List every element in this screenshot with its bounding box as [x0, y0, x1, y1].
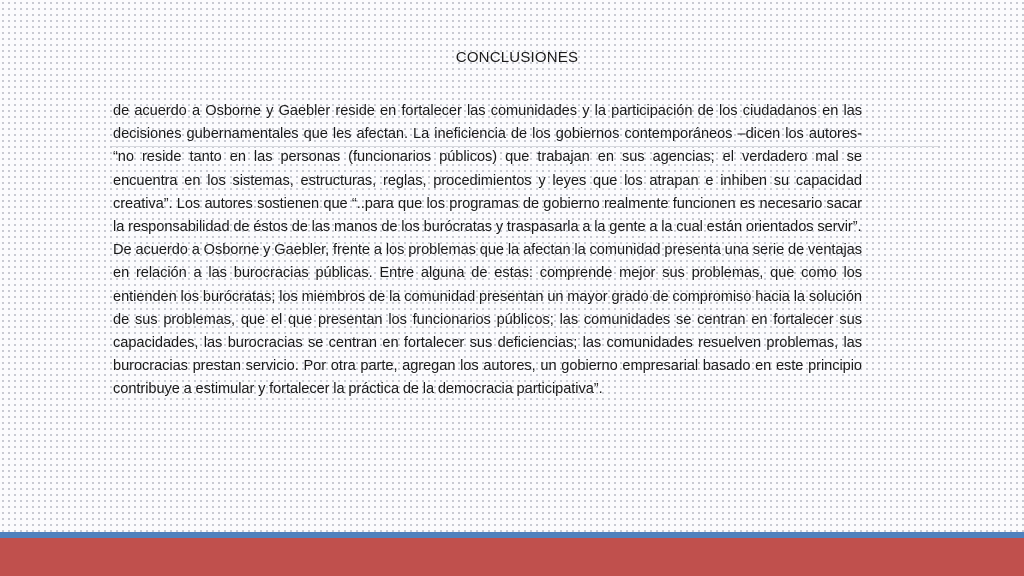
body-text — [113, 100, 862, 402]
footer-red-band — [0, 538, 1024, 576]
paragraph-2: De acuerdo a Osborne y Gaebler, frente a los problemas que la afectan la comunidad presenta una serie de ventajas en relación a las burocracias públicas. Entre alguna de estas: comprende mejor sus problemas, que como los entienden los burócratas; los miembros de la comunidad presentan un mayor grado de compromiso hacia la solución de sus problemas, que el que presentan los funcionarios públicos; las comunidades se centran en fortalecer sus capacidades, las burocracias se centran en fortalecer sus deficiencias; las comunidades resuelven problemas, las burocracias prestan servicio. Por otra parte, agregan los autores, un gobierno empresarial basado en este principio contribuye a estimular y fortalecer la práctica de la democracia participativa”. — [113, 242, 862, 398]
slide-title: CONCLUSIONES — [455, 49, 579, 66]
paragraph-1: de acuerdo a Osborne y Gaebler reside en fortalecer las comunidades y la participación de los ciudadanos en las decisiones gubernamentales que les afectan. La ineficiencia de los gobiernos contemporáneos –dicen los autores- “no reside tanto en las personas (funcionarios públicos) que trabajan en sus agencias; el verdadero mal se encuentra en los sistemas, estructuras, reglas, procedimientos y leyes que los atrapan e inhiben su capacidad creativa”. Los autores sostienen que “..para que los programas de gobierno realmente funcionen es necesario sacar la responsabilidad de éstos de las manos de los burócratas y traspasarla a la gente a la cual están orientados servir”. — [113, 103, 862, 236]
